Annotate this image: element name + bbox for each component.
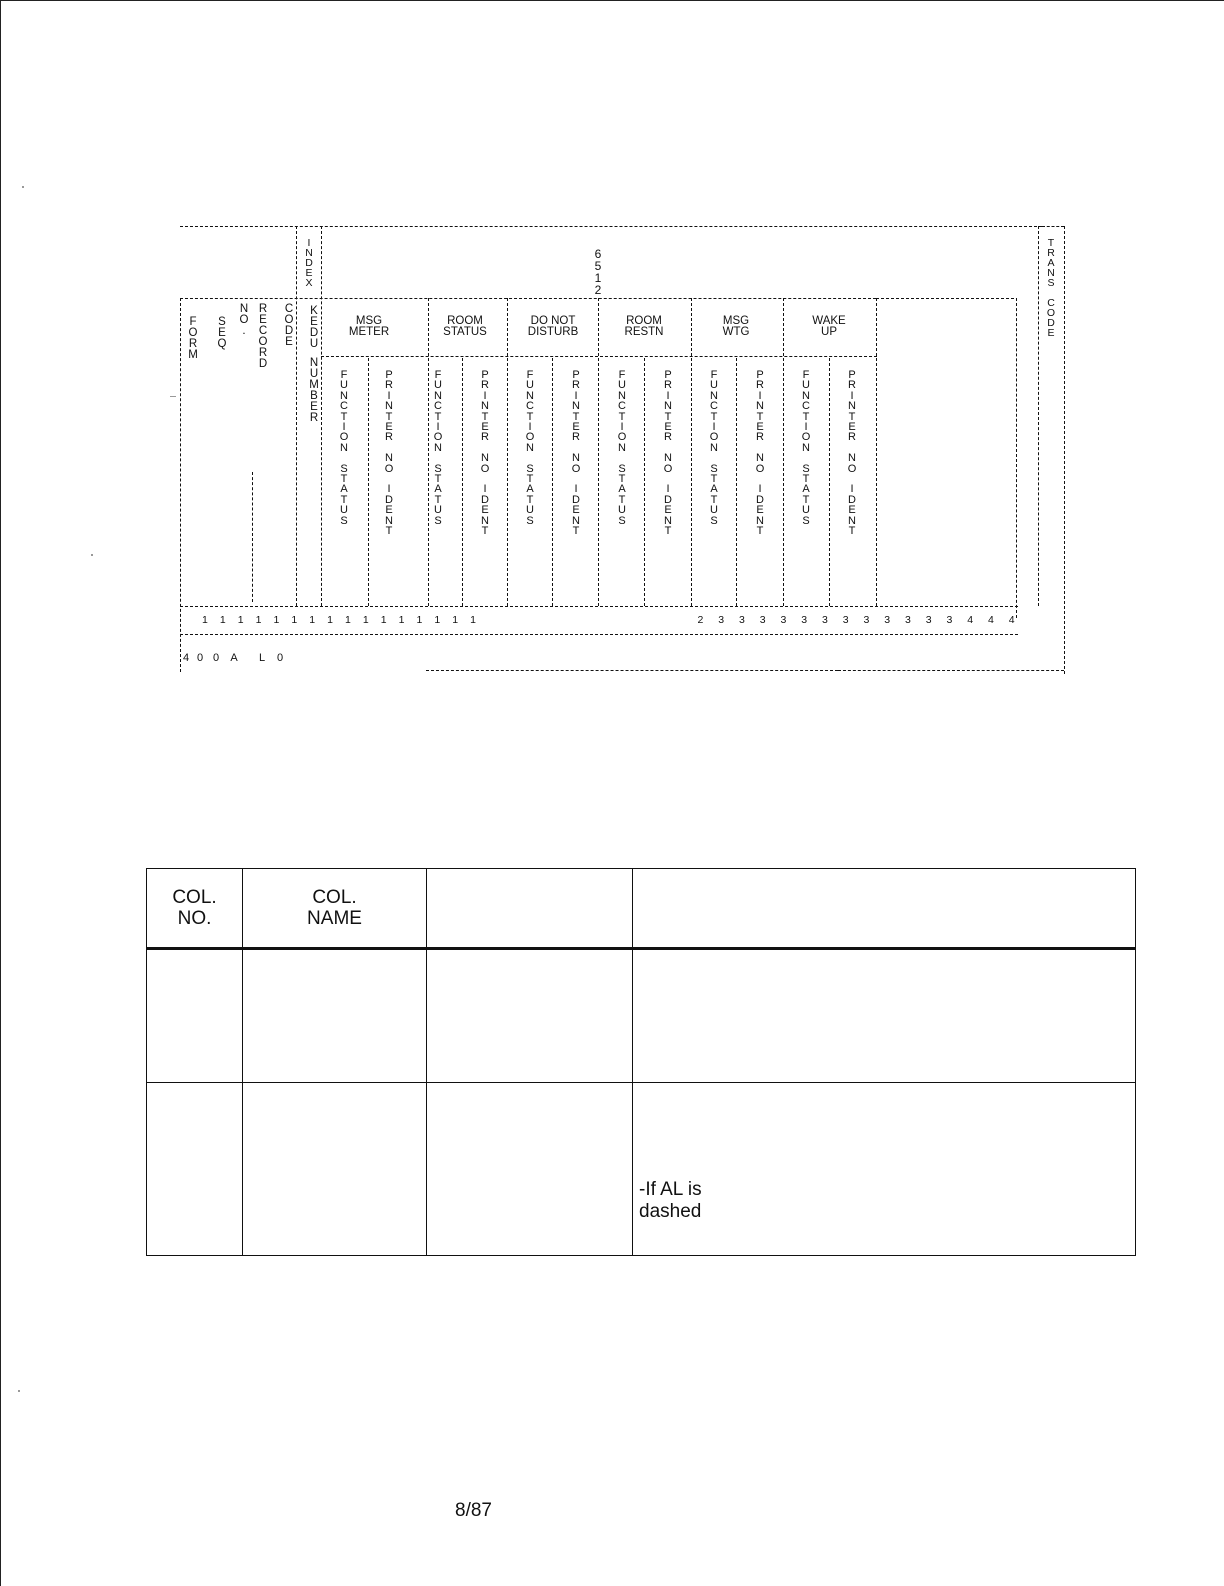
seq-header: S E Q (217, 316, 227, 350)
group-separator (598, 298, 599, 606)
prefilled-value: L (258, 652, 266, 664)
column-number: 1 (416, 614, 423, 626)
table-cell (147, 1083, 243, 1256)
subcolumn-label: F U N C T I O N S T A T U S (801, 369, 811, 527)
column-number: 1 (380, 614, 387, 626)
column-number: 1 (255, 614, 262, 626)
table-cell (427, 949, 633, 1083)
column-numbers-right (690, 614, 1022, 626)
form-top-border (180, 226, 1042, 227)
column-number: 3 (863, 614, 870, 626)
group-label-underline (321, 356, 877, 357)
column-number: 1 (309, 614, 316, 626)
group-label-msg-meter: MSG METER (348, 315, 390, 338)
column-number: 3 (842, 614, 849, 626)
page-number: 8/87 (455, 1500, 492, 1521)
table-header-4 (633, 869, 1136, 949)
scan-speck (22, 186, 24, 188)
table-cell (633, 949, 1136, 1083)
column-number: 2 (697, 614, 704, 626)
index-label: I N D E X (305, 237, 313, 289)
group-separator (428, 298, 429, 606)
subcolumn-separator (829, 358, 830, 606)
prefilled-value: 0 (212, 652, 220, 664)
column-number: 3 (884, 614, 891, 626)
column-number: 1 (470, 614, 476, 626)
column-number: 1 (345, 614, 351, 626)
column-number: 3 (738, 614, 745, 626)
column-number: 1 (398, 614, 405, 626)
prefilled-value: 0 (196, 652, 204, 664)
prefilled-value: 4 (182, 652, 190, 664)
column-number: 3 (718, 614, 725, 626)
group-separator (691, 298, 692, 606)
column-number: 3 (904, 614, 911, 626)
code-header: C O D E (284, 303, 294, 348)
group-label-room-status: ROOM STATUS (443, 315, 487, 338)
record-form-diagram (176, 222, 1082, 688)
column-numbers-left (196, 614, 482, 626)
last-group-right (876, 298, 877, 606)
column-number: 1 (452, 614, 459, 626)
page-left-border (0, 0, 1, 1586)
group-label-room-restn: ROOM RESTN (624, 315, 664, 338)
index-column-right (321, 226, 322, 606)
subcolumn-label: F U N C T I O N S T A T U S (617, 369, 627, 527)
table-row (147, 1083, 1136, 1256)
subcolumn-label: P R I N T E R N O I D E N T (480, 369, 490, 538)
kedu-header: K E D U (309, 305, 319, 350)
header-divider (180, 298, 876, 299)
record-header: R E C O R D (258, 303, 268, 370)
trans-code-right-border (1064, 226, 1065, 674)
table-row (147, 949, 1136, 1083)
trans-code-left-border (1038, 226, 1039, 606)
table-header-3 (427, 869, 633, 949)
scan-speck (18, 1390, 20, 1392)
col-name-header: COL. NAME (243, 869, 427, 949)
header-divider-right (876, 298, 1014, 299)
subcolumn-label: P R I N T E R N O I D E N T (755, 369, 765, 538)
column-number: 1 (273, 614, 280, 626)
column-number: 1 (219, 614, 226, 626)
col-no-header: COL. NO. (147, 869, 243, 949)
subcolumn-label: P R I N T E R N O I D E N T (571, 369, 581, 538)
form-title-code: 6 5 1 2 (594, 247, 602, 297)
column-number: 3 (821, 614, 828, 626)
group-separator (507, 298, 508, 606)
form-left-border (180, 298, 181, 672)
subcolumn-separator (462, 358, 463, 606)
column-number: 3 (801, 614, 808, 626)
column-number: 1 (291, 614, 298, 626)
subcolumn-separator (644, 358, 645, 606)
description-text: -If AL is dashed (639, 1179, 702, 1222)
column-number: 1 (434, 614, 441, 626)
prefilled-value: A (230, 652, 238, 664)
left-column-separator (252, 472, 253, 602)
page-top-border (0, 0, 1224, 1)
card-row-bottom-right (838, 670, 1064, 671)
no-header: N O . (239, 303, 249, 337)
subcolumn-label: P R I N T E R N O I D E N T (384, 369, 394, 538)
column-number: 1 (362, 614, 369, 626)
index-column-left (296, 226, 297, 606)
group-label-do-not-disturb: DO NOT DISTURB (527, 315, 579, 338)
column-number: 1 (327, 614, 333, 626)
subcolumn-separator (368, 358, 369, 606)
table-cell (147, 949, 243, 1083)
column-number: 4 (967, 614, 974, 626)
card-row-middle (180, 634, 1018, 635)
subcolumn-label: F U N C T I O N S T A T U S (709, 369, 719, 527)
column-number: 1 (202, 614, 208, 626)
column-number: 4 (1008, 614, 1015, 626)
column-number: 3 (925, 614, 932, 626)
scan-speck (170, 396, 176, 397)
scan-speck (91, 554, 93, 556)
column-number: 1 (237, 614, 244, 626)
column-number: 3 (946, 614, 953, 626)
blank-area-right (1016, 298, 1017, 618)
form-top-border-right (1042, 226, 1064, 227)
prefilled-value: 0 (276, 652, 284, 664)
subcolumn-label: F U N C T I O N S T A T U S (433, 369, 443, 527)
number-header: N U M B E R (309, 357, 319, 424)
group-label-wake-up: WAKE UP (812, 315, 846, 338)
group-label-msg-wtg: MSG WTG (722, 315, 750, 338)
table-cell (633, 1083, 1136, 1256)
column-number: 3 (780, 614, 787, 626)
subcolumn-label: F U N C T I O N S T A T U S (525, 369, 535, 527)
column-description-table (146, 868, 1136, 1256)
subcolumn-separator (552, 358, 553, 606)
group-separator (783, 298, 784, 606)
column-number: 4 (987, 614, 994, 626)
trans-code-label: T R A N S C O D E (1046, 237, 1056, 339)
card-row-top (180, 606, 1018, 607)
subcolumn-label: F U N C T I O N S T A T U S (339, 369, 349, 527)
table-cell (427, 1083, 633, 1256)
form-header: F O R M (188, 316, 198, 361)
table-cell (243, 949, 427, 1083)
table-cell (243, 1083, 427, 1256)
subcolumn-separator (736, 358, 737, 606)
card-row-bottom (426, 670, 838, 671)
column-number: 3 (759, 614, 766, 626)
subcolumn-label: P R I N T E R N O I D E N T (847, 369, 857, 538)
subcolumn-label: P R I N T E R N O I D E N T (663, 369, 673, 538)
